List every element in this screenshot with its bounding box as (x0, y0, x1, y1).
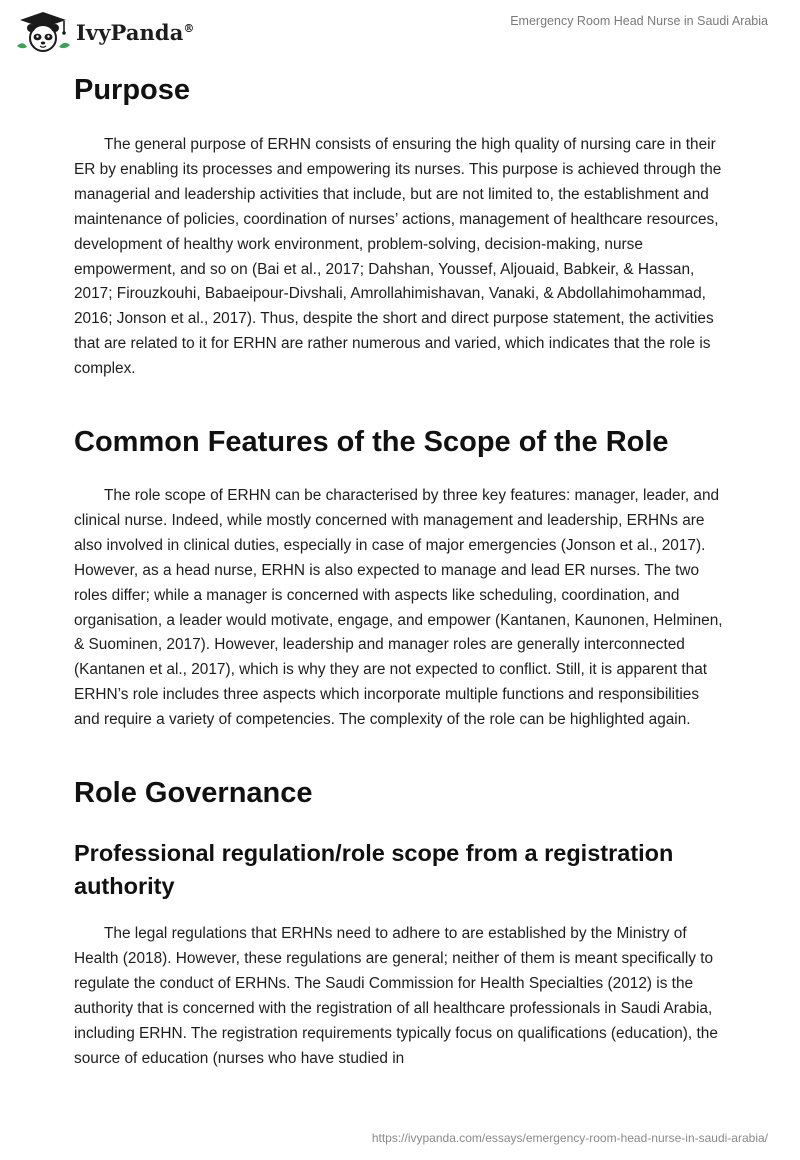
registered-mark: ® (183, 21, 195, 35)
source-url-link[interactable]: https://ivypanda.com/essays/emergency-room-head-nurse-in-saudi-arabia/ (371, 1131, 768, 1145)
section-role-governance (74, 775, 726, 811)
purpose-body (74, 133, 726, 382)
brand-name: IvyPanda® (76, 19, 195, 45)
panda-graduate-icon (14, 10, 72, 54)
subsection-professional-regulation (74, 837, 726, 903)
document-title: Emergency Room Head Nurse in Saudi Arabia (510, 14, 768, 28)
brand-logo[interactable] (14, 10, 195, 54)
paragraph: The general purpose of ERHN consists of ensuring the high quality of nursing care in their ER by enabling its processes and empowering its nurses. This purpose is achieved through the managerial and leadership activities that include, but are not limited to, the establishment and maintenance of policies, coordination of nurses’ actions, management of healthcare resources, development of healthy work environment, problem-solving, decision-making, nurse empowerment, and so on (Bai et al., 2017; Dahshan, Youssef, Aljouaid, Babkeir, & Hassan, 2017; Firouzkouhi, Babaeipour-Divshali, Amrollahimishavan, Vanaki, & Abdollahimohammad, 2016; Jonson et al., 2017). Thus, despite the short and direct purpose statement, the activities that are related to it for ERHN are rather numerous and varied, which indicates that the role is complex. (74, 136, 722, 378)
subheading-professional-regulation: Professional regulation/role scope from a registration authority (74, 840, 674, 899)
common-features-body (74, 484, 726, 733)
heading-common-features: Common Features of the Scope of the Role (74, 426, 669, 458)
section-common-features (74, 424, 726, 460)
paragraph: The legal regulations that ERHNs need to adhere to are established by the Ministry of Health (2018). However, these regulations are general; neither of them is meant specifically to regulate the conduct of ERHNs. The Saudi Commission for Health Specialties (2012) is the authority that is concerned with the registration of all healthcare professionals in Saudi Arabia, including ERHN. The registration requirements typically focus on qualifications (education), the source of education (nurses who have studied in (74, 925, 718, 1067)
professional-regulation-body (74, 922, 726, 1071)
heading-role-governance: Role Governance (74, 777, 313, 809)
section-purpose (74, 72, 726, 108)
heading-purpose: Purpose (74, 74, 191, 106)
paragraph: The role scope of ERHN can be characterised by three key features: manager, leader, and clinical nurse. Indeed, while mostly concerned with management and leadership, ERHNs are also involved in clinical duties, especially in case of major emergencies (Jonson et al., 2017). However, as a head nurse, ERHN is also expected to manage and lead ER nurses. The two roles differ; while a manager is concerned with aspects like scheduling, coordination, and organisation, a leader would motivate, engage, and empower (Kantanen, Kaunonen, Helminen, & Suominen, 2017). However, leadership and manager roles are generally interconnected (Kantanen et al., 2017), which is why they are not expected to conflict. Still, it is apparent that ERHN’s role includes three aspects which incorporate multiple functions and responsibilities and require a variety of competencies. The complexity of the role can be highlighted again. (74, 487, 723, 729)
